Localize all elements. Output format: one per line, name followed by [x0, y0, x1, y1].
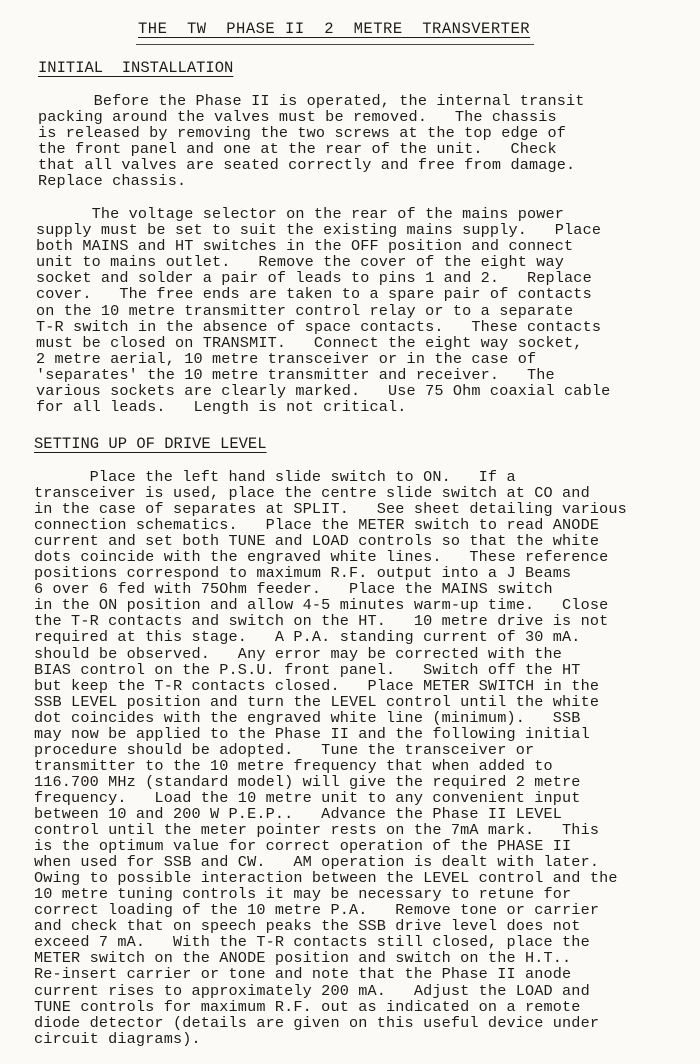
paragraph-voltage-selector — [36, 206, 610, 415]
text-line: BIAS control on the P.S.U. front panel. Switch off the HT — [34, 660, 581, 679]
text-line: between 10 and 200 W P.E.P.. Advance the Phase II LEVEL — [34, 804, 563, 823]
text-line: in the ON position and allow 4-5 minutes warm-up time. Close — [34, 596, 609, 615]
text-line: procedure should be adopted. Tune the transceiver or — [34, 740, 535, 759]
text-line: cover. The free ends are taken to a spare pair of contacts — [36, 285, 592, 304]
text-line: transceiver is used, place the centre slide switch at CO and — [34, 484, 590, 503]
text-line: may now be applied to the Phase II and the following initial — [34, 724, 590, 743]
text-line: packing around the valves must be removed. The chassis — [38, 108, 557, 127]
text-line: The voltage selector on the rear of the mains power — [36, 205, 565, 223]
text-line: METER switch on the ANODE position and switch on the H.T.. — [34, 949, 572, 968]
text-line: both MAINS and HT switches in the OFF position and connect — [36, 237, 574, 256]
text-line: but keep the T-R contacts closed. Place METER SWITCH in the — [34, 676, 600, 695]
text-line: Before the Phase II is operated, the internal transit — [38, 92, 585, 110]
text-line: current and set both TUNE and LOAD controls so that the white — [34, 532, 600, 551]
text-line: required at this stage. A P.A. standing current of 30 mA. — [34, 628, 581, 647]
text-line: Owing to possible interaction between the LEVEL control and the — [34, 869, 618, 888]
text-line: for all leads. Length is not critical. — [36, 398, 407, 417]
paragraph-transit-packing — [38, 93, 585, 190]
text-line: the front panel and one at the rear of the unit. Check — [38, 140, 557, 159]
text-line: on the 10 metre transmitter control relay or to a separate — [36, 301, 574, 320]
text-line: T-R switch in the absence of space contacts. These contacts — [36, 317, 602, 336]
text-line: correct loading of the 10 metre P.A. Remove tone or carrier — [34, 901, 600, 920]
text-line: Re-insert carrier or tone and note that the Phase II anode — [34, 965, 572, 984]
text-line: current rises to approximately 200 mA. Adjust the LOAD and — [34, 981, 590, 1000]
text-line: supply must be set to suit the existing mains supply. Place — [36, 221, 602, 240]
text-line: must be closed on TRANSMIT. Connect the eight way socket, — [36, 333, 583, 352]
text-line: 6 over 6 fed with 75Ohm feeder. Place the MAINS switch — [34, 580, 553, 599]
text-line: Replace chassis. — [38, 172, 187, 191]
paragraph-drive-level-procedure — [34, 469, 627, 1047]
section-heading-initial-installation: INITIAL INSTALLATION — [38, 59, 234, 77]
text-line: in the case of separates at SPLIT. See sheet detailing various — [34, 500, 627, 519]
text-line: diode detector (details are given on this useful device under — [34, 1013, 600, 1032]
text-line: is the optimum value for correct operation of the PHASE II — [34, 837, 572, 856]
text-line: positions correspond to maximum R.F. output into a J Beams — [34, 564, 572, 583]
text-line: TUNE controls for maximum R.F. out as indicated on a remote — [34, 997, 581, 1016]
text-line: Place the left hand slide switch to ON. If a — [34, 468, 516, 486]
text-line: 116.700 MHz (standard model) will give the required 2 metre — [34, 772, 581, 791]
text-line: various sockets are clearly marked. Use 75 Ohm coaxial cable — [36, 382, 611, 401]
text-line: socket and solder a pair of leads to pins 1 and 2. Replace — [36, 269, 592, 288]
document-title: THE TW PHASE II 2 METRE TRANSVERTER — [138, 20, 531, 38]
text-line: connection schematics. Place the METER switch to read ANODE — [34, 516, 600, 535]
text-line: is released by removing the two screws at the top edge of — [38, 124, 567, 143]
text-line: control until the meter pointer rests on the 7mA mark. This — [34, 821, 600, 840]
text-line: when used for SSB and CW. AM operation is dealt with later. — [34, 853, 600, 872]
text-line: transmitter to the 10 metre frequency that when added to — [34, 756, 553, 775]
text-line: exceed 7 mA. With the T-R contacts still closed, place the — [34, 933, 590, 952]
text-line: unit to mains outlet. Remove the cover of the eight way — [36, 253, 565, 272]
text-line: SSB LEVEL position and turn the LEVEL control until the white — [34, 692, 600, 711]
text-line: circuit diagrams). — [34, 1029, 201, 1048]
text-line: the T-R contacts and switch on the HT. 10 metre drive is not — [34, 612, 609, 631]
title-underline-rule — [136, 44, 534, 45]
text-line: 'separates' the 10 metre transmitter and receiver. The — [36, 365, 555, 384]
section-heading-drive-level: SETTING UP OF DRIVE LEVEL — [34, 435, 267, 453]
text-line: dots coincide with the engraved white lines. These reference — [34, 548, 609, 567]
text-line: dot coincides with the engraved white line (minimum). SSB — [34, 708, 581, 727]
text-line: and check that on speech peaks the SSB drive level does not — [34, 917, 581, 936]
text-line: should be observed. Any error may be corrected with the — [34, 644, 563, 663]
text-line: 2 metre aerial, 10 metre transceiver or in the case of — [36, 349, 537, 368]
text-line: frequency. Load the 10 metre unit to any convenient input — [34, 788, 581, 807]
text-line: 10 metre tuning controls it may be necessary to retune for — [34, 885, 572, 904]
text-line: that all valves are seated correctly and free from damage. — [38, 156, 576, 175]
